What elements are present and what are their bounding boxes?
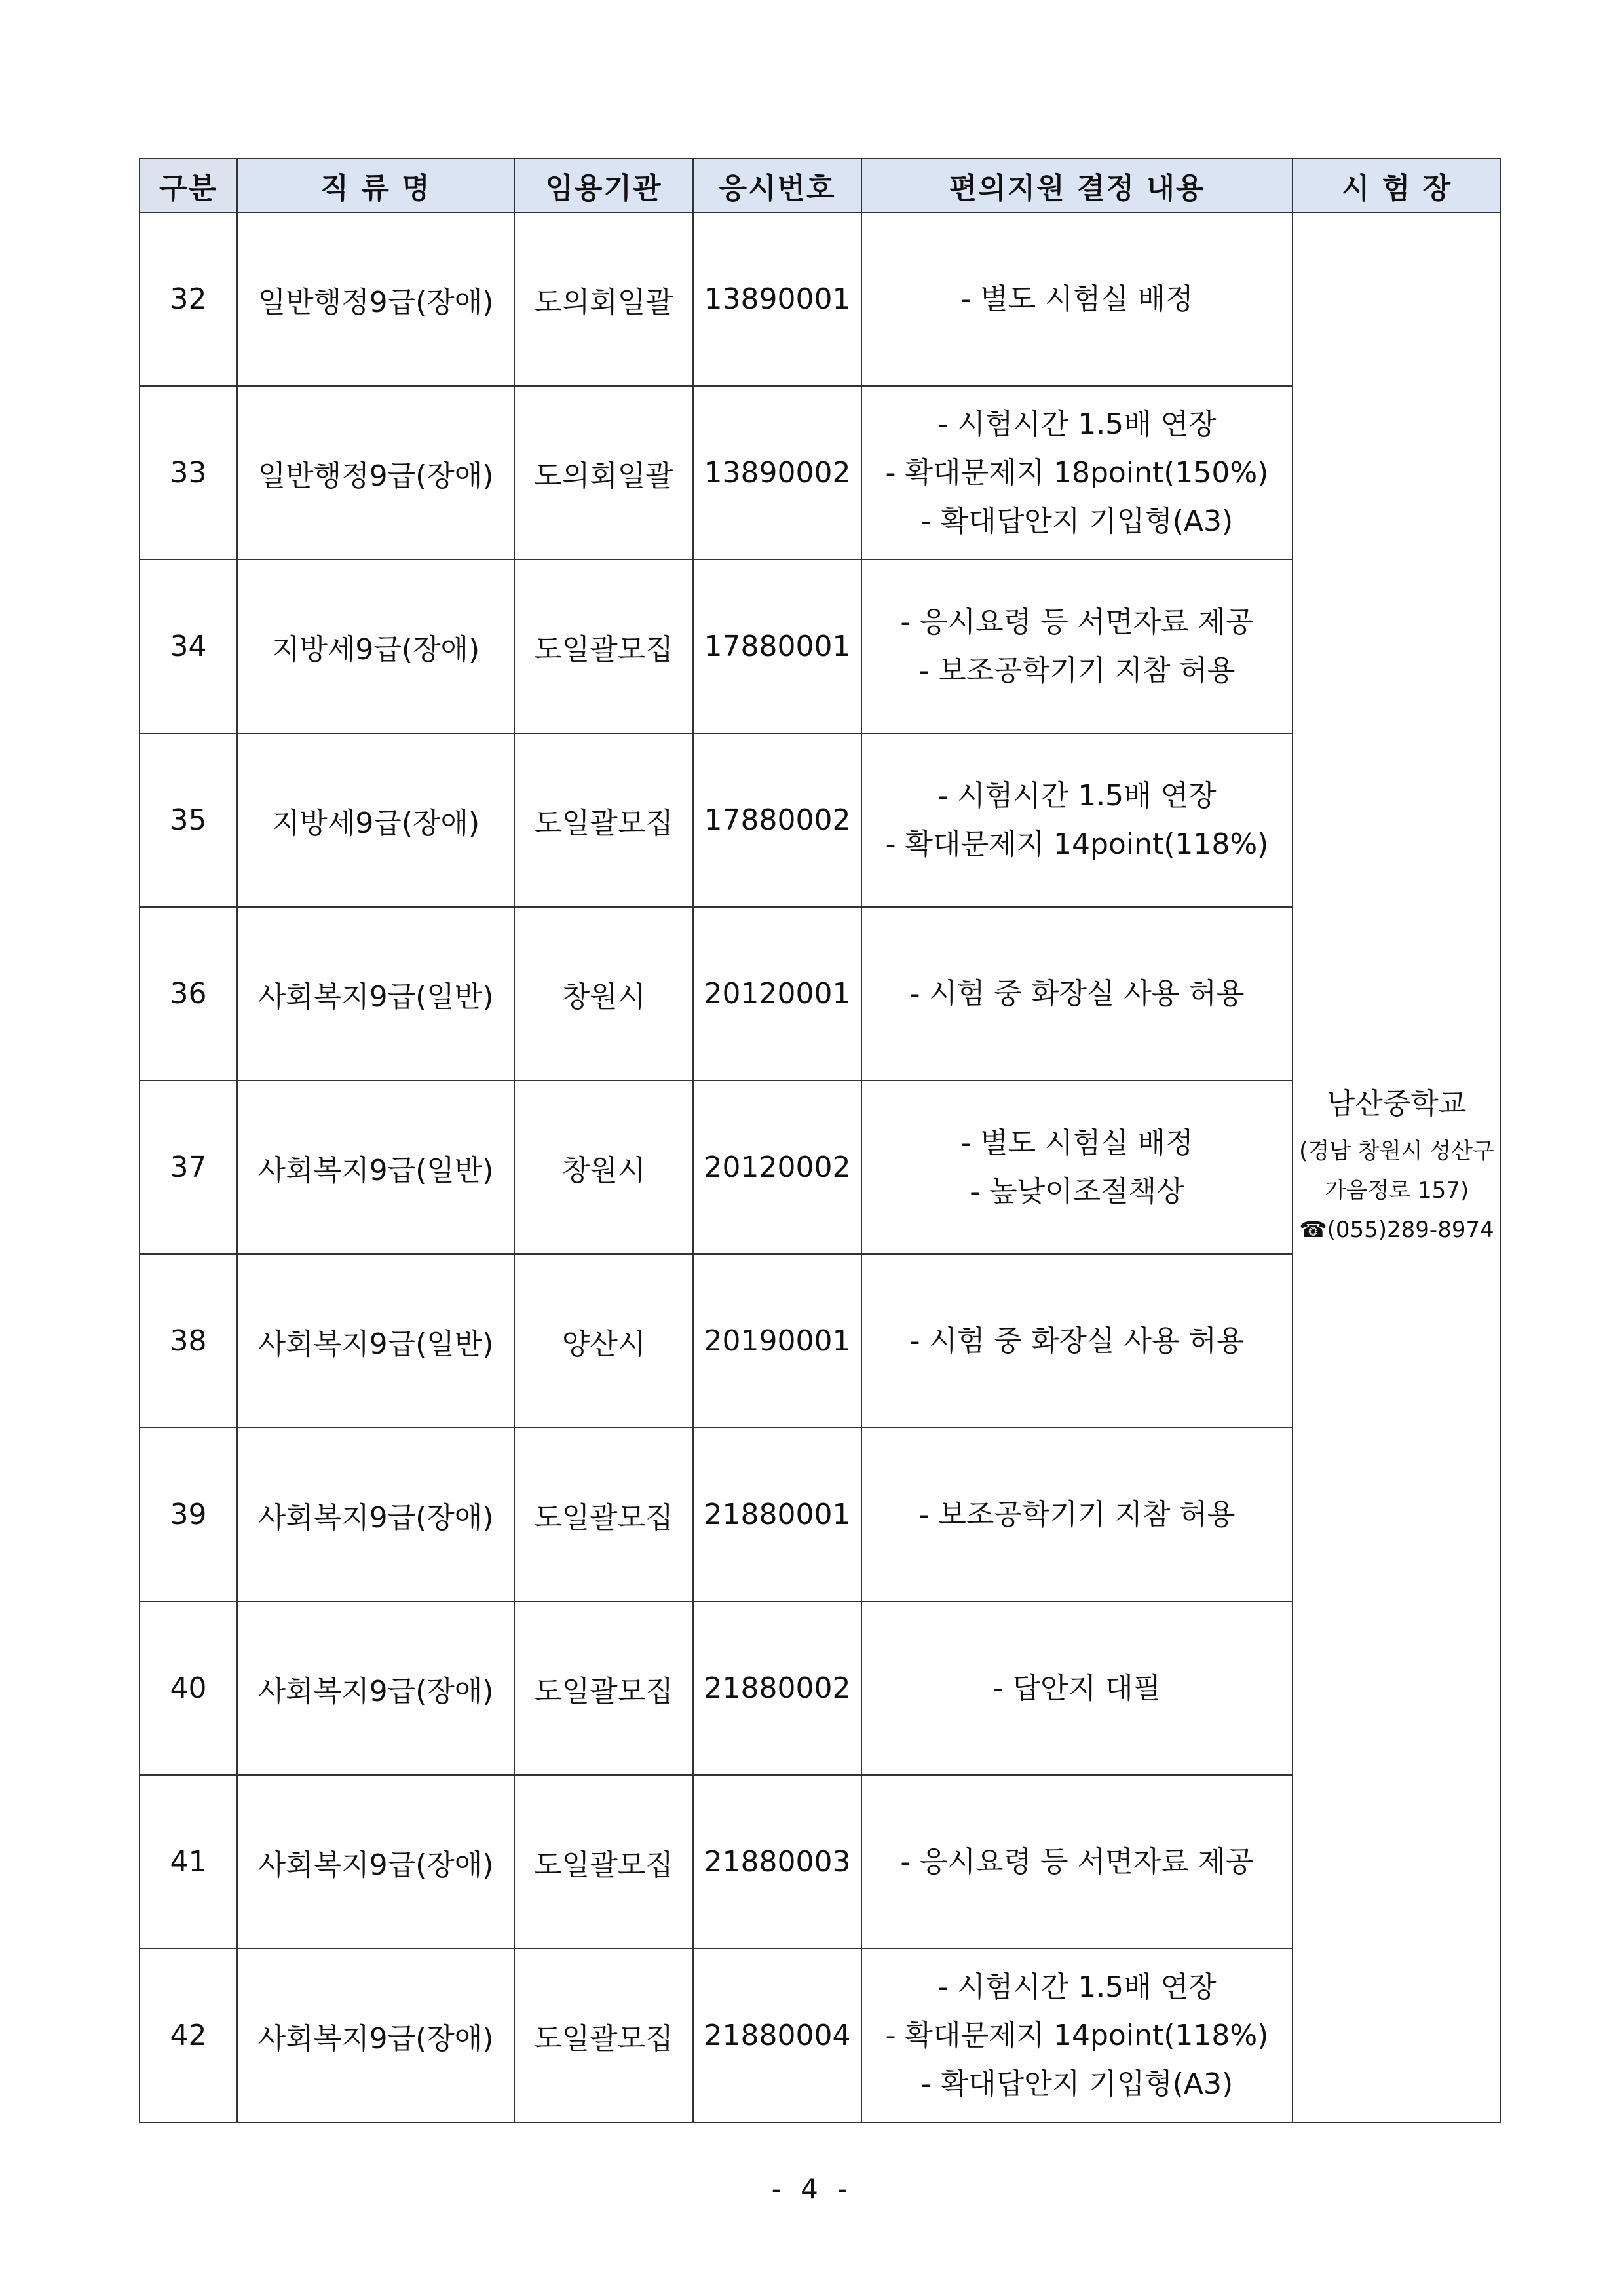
exam-number: 20190001	[693, 1254, 861, 1428]
support-details	[861, 1775, 1293, 1949]
appointing-agency: 도일괄모집	[514, 560, 693, 733]
header-row	[140, 159, 1501, 212]
support-item: - 시험 중 화장실 사용 허용	[909, 1324, 1245, 1358]
venue-name: 남산중학교	[1327, 1086, 1467, 1120]
support-details	[861, 1254, 1293, 1428]
job-category: 사회복지9급(일반)	[237, 1254, 514, 1428]
support-item: - 확대답안지 기입형(A3)	[920, 504, 1234, 538]
header-support: 편의지원 결정 내용	[861, 159, 1293, 212]
appointing-agency: 창원시	[514, 907, 693, 1081]
row-number: 33	[140, 386, 237, 560]
support-details	[861, 1949, 1293, 2122]
support-item: - 보조공학기기 지참 허용	[918, 1497, 1236, 1531]
venue-address-line2: 가음정로 157)	[1324, 1177, 1469, 1204]
row-number: 42	[140, 1949, 237, 2122]
header-agency: 임용기관	[514, 159, 693, 212]
page-number: - 4 -	[771, 2173, 853, 2205]
header-exam-number: 응시번호	[693, 159, 861, 212]
appointing-agency: 도일괄모집	[514, 1775, 693, 1949]
header-job: 직 류 명	[237, 159, 514, 212]
support-item: - 확대답안지 기입형(A3)	[920, 2067, 1234, 2101]
appointing-agency: 도의회일괄	[514, 212, 693, 386]
support-item: - 답안지 대필	[992, 1671, 1161, 1705]
job-category: 사회복지9급(일반)	[237, 907, 514, 1081]
exam-number: 20120001	[693, 907, 861, 1081]
job-category: 지방세9급(장애)	[237, 733, 514, 907]
row-number: 40	[140, 1601, 237, 1775]
support-item: - 시험시간 1.5배 연장	[937, 778, 1217, 813]
job-category: 일반행정9급(장애)	[237, 386, 514, 560]
table-row	[140, 212, 1501, 386]
appointing-agency: 도일괄모집	[514, 1601, 693, 1775]
appointing-agency: 도의회일괄	[514, 386, 693, 560]
header-no: 구분	[140, 159, 237, 212]
exam-number: 21880002	[693, 1601, 861, 1775]
job-category: 사회복지9급(일반)	[237, 1081, 514, 1254]
exam-number: 21880001	[693, 1428, 861, 1601]
support-item: - 높낮이조절책상	[970, 1174, 1184, 1208]
support-details	[861, 1081, 1293, 1254]
venue-address-line1: (경남 창원시 성산구	[1299, 1138, 1494, 1165]
job-category: 지방세9급(장애)	[237, 560, 514, 733]
support-item: - 별도 시험실 배정	[960, 1126, 1194, 1160]
exam-number: 13890001	[693, 212, 861, 386]
row-number: 36	[140, 907, 237, 1081]
support-details	[861, 907, 1293, 1081]
row-number: 38	[140, 1254, 237, 1428]
exam-number: 17880001	[693, 560, 861, 733]
exam-number: 21880003	[693, 1775, 861, 1949]
appointing-agency: 양산시	[514, 1254, 693, 1428]
exam-number: 21880004	[693, 1949, 861, 2122]
header-venue: 시 험 장	[1293, 159, 1501, 212]
support-item: - 확대문제지 18point(150%)	[885, 455, 1269, 489]
row-number: 37	[140, 1081, 237, 1254]
support-details	[861, 386, 1293, 560]
exam-number: 20120002	[693, 1081, 861, 1254]
table-body	[140, 212, 1501, 2122]
support-details	[861, 733, 1293, 907]
support-details	[861, 560, 1293, 733]
job-category: 사회복지9급(장애)	[237, 1428, 514, 1601]
row-number: 32	[140, 212, 237, 386]
support-details	[861, 1601, 1293, 1775]
row-number: 41	[140, 1775, 237, 1949]
accommodation-table	[139, 158, 1501, 2123]
exam-number: 13890002	[693, 386, 861, 560]
support-item: - 확대문제지 14point(118%)	[885, 2018, 1269, 2052]
support-item: - 응시요령 등 서면자료 제공	[900, 605, 1254, 639]
job-category: 사회복지9급(장애)	[237, 1949, 514, 2122]
support-item: - 보조공학기기 지참 허용	[918, 653, 1236, 687]
row-number: 34	[140, 560, 237, 733]
job-category: 일반행정9급(장애)	[237, 212, 514, 386]
appointing-agency: 창원시	[514, 1081, 693, 1254]
venue-phone: ☎(055)289-8974	[1299, 1217, 1494, 1244]
support-item: - 시험시간 1.5배 연장	[937, 407, 1217, 441]
support-details	[861, 212, 1293, 386]
support-item: - 시험시간 1.5배 연장	[937, 1970, 1217, 2004]
job-category: 사회복지9급(장애)	[237, 1601, 514, 1775]
exam-number: 17880002	[693, 733, 861, 907]
support-item: - 응시요령 등 서면자료 제공	[900, 1845, 1254, 1879]
support-item: - 별도 시험실 배정	[960, 282, 1194, 316]
appointing-agency: 도일괄모집	[514, 733, 693, 907]
row-number: 39	[140, 1428, 237, 1601]
row-number: 35	[140, 733, 237, 907]
appointing-agency: 도일괄모집	[514, 1428, 693, 1601]
venue-cell	[1293, 212, 1501, 2122]
job-category: 사회복지9급(장애)	[237, 1775, 514, 1949]
support-details	[861, 1428, 1293, 1601]
support-item: - 시험 중 화장실 사용 허용	[909, 976, 1245, 1010]
appointing-agency: 도일괄모집	[514, 1949, 693, 2122]
support-item: - 확대문제지 14point(118%)	[885, 827, 1269, 861]
